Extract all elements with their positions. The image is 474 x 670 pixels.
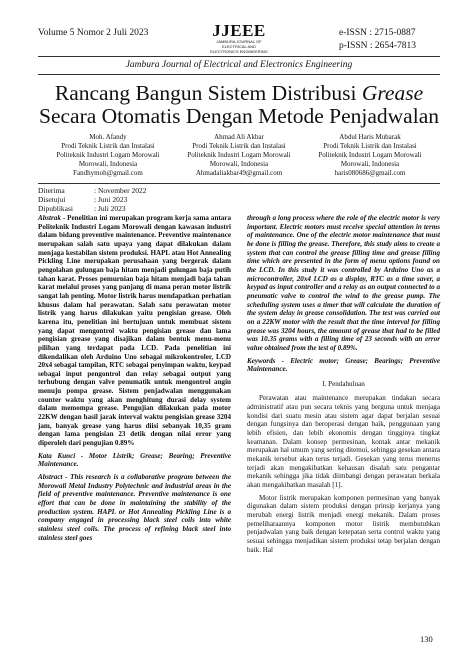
intro-paragraph-2: Motor listrik merupakan komponen permesinan yang banyak digunakan dalam sistem produksi dengan prinsip kerjanya yang merubah energi listrik menjadi energi mekanik. Dalam proses pemeliharaannya komponen motor listrik membutuhkan penjadwalan yang baik dengan ketepatan serta control waktu yang sesuai sehingga menjadikan sistem produksi tetap berjalan dengan baik. Hal (247, 493, 440, 554)
abstract-en-cont: through a long process where the role of the electric motor is very important. Electric motors must receive special attention in terms of maintenance. One of the electric motor maintenance that must be done is filling the grease. Therefore, this study aims to create a system that can control the grease filling time and grease filling time which are presented in the form of menu options found on the LCD. In this study it was controlled by Arduino Uno as a microcontroller, 20x4 LCD as a display, RTC as a time saver, a keypad as input controller and a relay as an output connected to a pneumatic valve to control the wind to the grease pump. The scheduling system uses a timer that will calculate the duration of the system delay in grease consolidation. The test was carried out on a 22KW motor with the result that the time interval for filling grease was 3204 hours, the amount of grease that had to be filled was 10.35 grams with a filling time of 23 seconds with an error value obtained from the test of 0.89%. (247, 214, 440, 352)
author-dept: Prodi Teknik Listrik dan Instalasi (192, 142, 286, 150)
pissn: p-ISSN : 2654-7813 (339, 41, 417, 51)
author-city: Morowali, Indonesia (340, 160, 400, 168)
author-name: Moh. Afandy (89, 133, 127, 141)
issn-block (339, 27, 416, 53)
author-name: Abdul Haris Mubarak (339, 133, 401, 141)
author-2 (169, 133, 309, 178)
author-name: Ahmad Ali Akbar (214, 133, 264, 141)
author-inst: Politeknik Industri Logam Morowali (187, 151, 291, 159)
paper-title (38, 82, 440, 128)
keywords: Keywords - Electric motor; Grease; Bearings; Preventive Maintenance. (247, 356, 440, 374)
page-number: 130 (420, 634, 433, 644)
header-rule-bottom (38, 74, 440, 75)
intro-paragraph-1: Perawatan atau maintenance merupakan tindakan secara administratif atau pun secara teknis yang berguna untuk menjaga kondisi dari suatu mesin atau sistem agar dapat berjalan sesuai dengan fungsinya dan beroperasi dengan baik, penggunaan yang lebih efisien, dan lebih ekonomis dengan tingginya tingkat keamanan. Dalam konsep permesinan, kontak antar mekanik merupakan hal umum yang sering ditemui, sehingga gesekan antara mekanik tersebut akan terus terjadi. Gesekan yang terus menerus terjadi akan mengakibatkan kehausan disalah satu pengantar mekanik sehingga jika tidak diimbangi dengan perawatan berkala akan mengakibatkan masalah [1]. (247, 394, 440, 490)
author-email: Ahmadaliakbar49@gmail.com (195, 169, 283, 177)
author-city: Morowali, Indonesia (78, 160, 138, 168)
title-italic: Grease (361, 81, 424, 105)
author-dept: Prodi Teknik Listrik dan Instalasi (323, 142, 417, 150)
section-heading: I. Pendahuluan (322, 379, 365, 388)
left-column (38, 214, 231, 546)
author-email: Fandhymoh@gmail.com (73, 169, 143, 177)
abstrak: Abstrak - Penelitian ini merupakan program kerja sama antara Politeknik Industri Logam Morowali dengan kawasan industri dalam bidang preventive maintenance. Preventive maintenance merupakan salah satu upaya yang dapat dilakukan dalam menjaga kestabilan sistem produksi. HAPL atau Hot Annealing Pickling Line merupakan perusahaan yang bergerak dalam pengolahan gulungan baja hitam menjadi gulungan baja putih tahan karat. Proses pemurnian baja hitam menjadi baja tahan karat melalui proses yang panjang di mana peran motor listrik sangat lah penting. Motor listrik harus mendapatkan perhatian khusus dalam hal perawatan. Salah satu perawatan motor listrik yang harus dilakukan yaitu pengisian grease. Oleh karena itu, penelitian ini bertujuan untuk membuat sistem yang dapat mengontrol waktu pengisian grease dan lama pengisian grease yang disajikan dalam bentuk menu-menu pilihan yang terdapat pada LCD. Pada penelitian ini dikendalikan oleh Arduino Uno sebagai mikrokontroler, LCD 20x4 sebagai tampilan, RTC sebagai penyimpan waktu, keypad sebagai input pengontrol dan relay sebagai output yang terhubung dengan valve penumatik untuk mengontrol angin menuju pompa grease. Sistem penjadwalan menggunakan counter waktu yang akan menghitung durasi delay system dalam memompa grease. Pengujian dilakukan pada motor 22KW dengan hasil jarak interval waktu pengisian grease 3204 jam, banyak grease yang harus diisi sebanyak 10,35 gram dengan lama pengisian 23 detik dengan nilai error yang diperoleh dari pengujian 0.89% (38, 214, 231, 448)
author-dept: Prodi Teknik Listrik dan Instalasi (61, 142, 155, 150)
author-inst: Politeknik Industri Logam Morowali (318, 151, 422, 159)
logo-text: JJEEE (212, 21, 266, 40)
right-column (247, 214, 440, 558)
abstract-en: Abstract - This research is a collaborative program between the Morowali Metal Industry Polytechnic and industrial areas in the field of preventive maintenance. Preventive maintenance is one effort that can be done in maintaining the stability of the production system. HAPL or Hot Annealing Pickling Line is a company engaged in processing black steel coils into white stainless steel coils. The process of refining black steel into stainless steel goes (38, 473, 231, 542)
date-received: Diterima : November 2022 (38, 186, 147, 195)
journal-logo (210, 22, 268, 54)
author-inst: Politeknik Industri Logam Morowali (56, 151, 160, 159)
header-rule-top (38, 56, 440, 57)
journal-name: Jambura Journal of Electrical and Electronics Engineering (125, 60, 353, 70)
author-1 (38, 133, 178, 178)
eissn: e-ISSN : 2715-0887 (339, 28, 416, 38)
author-city: Morowali, Indonesia (209, 160, 269, 168)
dates-rule-top (38, 183, 440, 184)
date-accepted: Disetujui : Juni 2023 (38, 195, 128, 204)
title-part2: Secara Otomatis Dengan Metode Penjadwalan (38, 104, 439, 128)
title-part1: Rancang Bangun Sistem Distribusi (54, 81, 362, 105)
author-email: haris080686@gmail.com (334, 169, 406, 177)
volume-info: Volume 5 Nomor 2 Juli 2023 (38, 28, 149, 38)
logo-subtitle: JAMBURA JOURNAL OF ELECTRICAL AND ELECTRONICS ENGINEERING (210, 39, 268, 54)
author-3 (300, 133, 440, 178)
dates-block (38, 186, 147, 213)
date-published: Dipublikasi : Juli 2023 (38, 204, 126, 213)
kata-kunci: Kata Kunci - Motor Listrik; Grease; Bearing; Preventive Maintenance. (38, 451, 232, 469)
